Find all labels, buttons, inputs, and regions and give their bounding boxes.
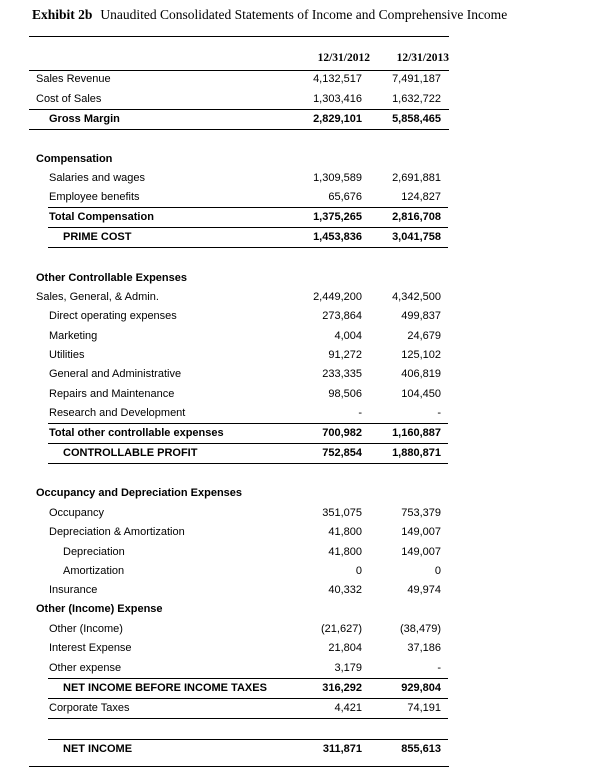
rule bbox=[29, 129, 449, 130]
rule bbox=[48, 718, 448, 719]
row-depreciation: Depreciation 41,800 149,007 bbox=[63, 546, 441, 558]
row-utilities: Utilities 91,272 125,102 bbox=[49, 349, 441, 361]
row-dep-amort: Depreciation & Amortization 41,800 149,007 bbox=[49, 526, 441, 538]
rule bbox=[48, 463, 448, 464]
row-total-compensation: Total Compensation 1,375,265 2,816,708 bbox=[49, 211, 441, 223]
section-occupancy: Occupancy and Depreciation Expenses bbox=[36, 487, 243, 499]
exhibit-caption: Unaudited Consolidated Statements of Income and Comprehensive Income bbox=[100, 7, 508, 22]
row-interest-expense: Interest Expense 21,804 37,186 bbox=[49, 642, 441, 654]
row-other-expense: Other expense 3,179 - bbox=[49, 662, 441, 674]
row-employee-benefits: Employee benefits 65,676 124,827 bbox=[49, 191, 441, 203]
section-other-controllable: Other Controllable Expenses bbox=[36, 272, 187, 284]
row-other-income: Other (Income) (21,627) (38,479) bbox=[49, 623, 441, 635]
column-header-2012: 12/31/2012 bbox=[317, 52, 370, 64]
section-compensation: Compensation bbox=[36, 153, 113, 165]
exhibit-title bbox=[32, 7, 507, 23]
row-net-income: NET INCOME 311,871 855,613 bbox=[63, 743, 441, 755]
row-gross-margin: Gross Margin 2,829,101 5,858,465 bbox=[49, 113, 441, 125]
row-sga: Sales, General, & Admin. 2,449,200 4,342,500 bbox=[36, 291, 441, 303]
row-sales-revenue: Sales Revenue 4,132,517 7,491,187 bbox=[36, 73, 441, 85]
row-salaries-wages: Salaries and wages 1,309,589 2,691,881 bbox=[49, 172, 441, 184]
row-research: Research and Development - - bbox=[49, 407, 441, 419]
row-marketing: Marketing 4,004 24,679 bbox=[49, 330, 441, 342]
row-insurance: Insurance 40,332 49,974 bbox=[49, 584, 441, 596]
row-total-other-controllable: Total other controllable expenses 700,982 1,160,887 bbox=[49, 427, 441, 439]
row-controllable-profit: CONTROLLABLE PROFIT 752,854 1,880,871 bbox=[63, 447, 441, 459]
row-cost-of-sales: Cost of Sales 1,303,416 1,632,722 bbox=[36, 93, 441, 105]
row-corporate-taxes: Corporate Taxes 4,421 74,191 bbox=[49, 702, 441, 714]
row-amortization: Amortization 0 0 bbox=[63, 565, 441, 577]
row-general-admin: General and Administrative 233,335 406,819 bbox=[49, 368, 441, 380]
exhibit-label: Exhibit 2b bbox=[32, 7, 93, 22]
rule bbox=[48, 247, 448, 248]
section-other-income-expense: Other (Income) Expense bbox=[36, 603, 163, 615]
row-direct-operating: Direct operating expenses 273,864 499,837 bbox=[49, 310, 441, 322]
row-net-income-before-taxes: NET INCOME BEFORE INCOME TAXES 316,292 929,804 bbox=[63, 682, 441, 694]
row-prime-cost: PRIME COST 1,453,836 3,041,758 bbox=[63, 231, 441, 243]
column-header-2013: 12/31/2013 bbox=[396, 52, 449, 64]
row-repairs: Repairs and Maintenance 98,506 104,450 bbox=[49, 388, 441, 400]
row-occupancy: Occupancy 351,075 753,379 bbox=[49, 507, 441, 519]
